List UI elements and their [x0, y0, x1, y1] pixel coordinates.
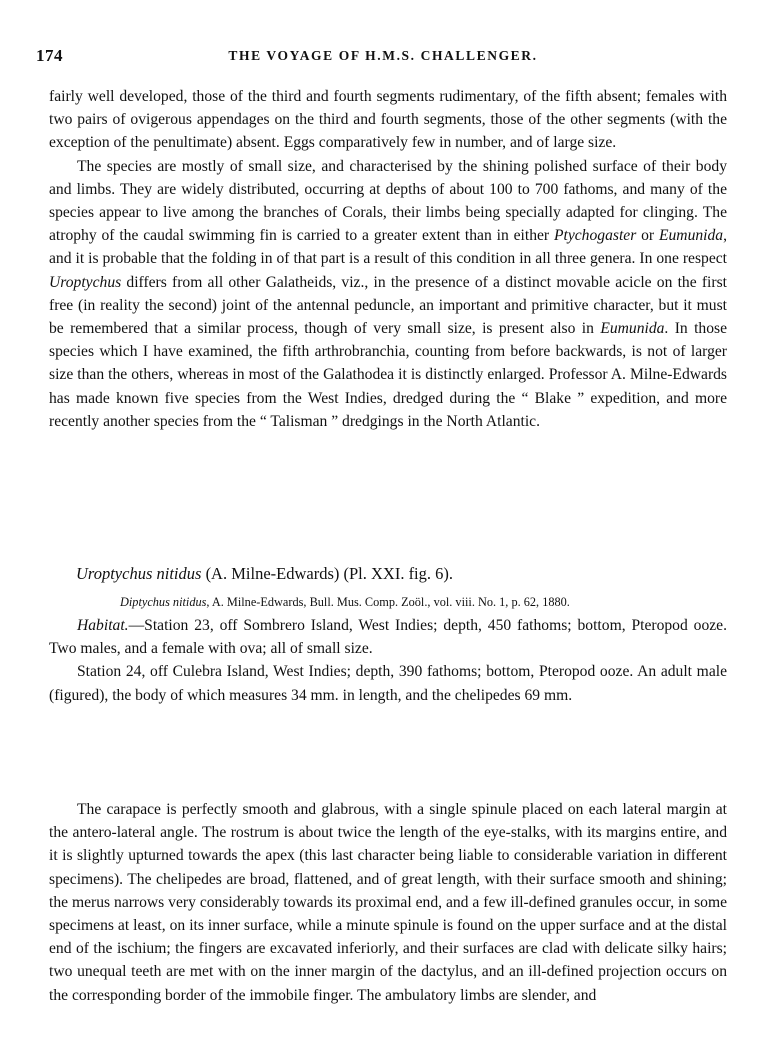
text-run: —Station 23, off Sombrero Island, West Indies; depth, 450 fathoms; bottom, Pteropod ooze. Two males, and a female with ova; all of small size. — [49, 617, 727, 658]
description-section — [49, 798, 727, 1007]
text-run: , and it is probable that the folding in of that part is a result of this condition in all three genera. In one respect — [49, 227, 727, 268]
species-name: Uroptychus nitidus — [76, 564, 202, 583]
running-title: THE VOYAGE OF H.M.S. CHALLENGER. — [228, 48, 538, 63]
page-header — [36, 46, 730, 70]
intro-paragraph-2 — [49, 155, 727, 433]
genus-name: Eumunida — [658, 227, 724, 245]
habitat-section — [49, 614, 727, 707]
habitat-label: Habitat. — [77, 617, 129, 634]
synonymy-line — [120, 593, 730, 611]
text-run: . In those species which I have examined, the fifth arthrobranchia, counting from before backwards, is not of larger size than the others, whereas in most of the Galathodea it is distinctly enlarged. Professor A. Milne-Edwards has made known five species from the West Indies, dredged during the “ Blake ” expedition, and more recently another species from the “ Talisman ” dredgings in the North Atlantic. — [49, 320, 727, 430]
text-run: or — [636, 227, 659, 245]
habitat-station-23 — [49, 614, 727, 660]
genus-name: Ptychogaster — [553, 227, 637, 245]
habitat-station-24: Station 24, off Culebra Island, West Indies; depth, 390 fathoms; bottom, Pteropod ooze. An adult male (figured), the body of which measures 34 mm. in length, and the chelipedes 69 mm. — [49, 663, 727, 704]
species-authority: (A. Milne-Edwards) (Pl. XXI. fig. 6). — [201, 564, 454, 583]
text-run: The species are mostly of small size, and characterised by the shining polished surface of their body and limbs. They are widely distributed, occurring at depths of about 100 to 700 fathoms, and many of the species appear to live among the branches of Corals, their limbs being specially adapted for clinging. The atrophy of the caudal swimming fin is carried to a greater extent than in either — [49, 157, 727, 245]
page-number: 174 — [36, 46, 63, 65]
genus-name: Eumunida — [600, 320, 665, 338]
genus-name: Uroptychus — [49, 273, 122, 291]
text-run: differs from all other Galatheids, viz., in the presence of a distinct movable acicle on the first free (in reality the second) joint of the antennal peduncle, an important and primitive character, but it must be remembered that a similar process, though of very small size, is present also in — [49, 273, 727, 338]
synonym-reference: , A. Milne-Edwards, Bull. Mus. Comp. Zoöl., vol. viii. No. 1, p. 62, 1880. — [206, 595, 570, 609]
description-paragraph: The carapace is perfectly smooth and glabrous, with a single spinule placed on each lateral margin at the antero-lateral angle. The rostrum is about twice the length of the eye-stalks, with its margins entire, and it is slightly upturned towards the apex (this last character being liable to considerable variation in different specimens). The chelipedes are broad, flattened, and of great length, with their surface smooth and shining; the merus narrows very considerably towards its proximal end, and a few ill-defined granules occur, in some specimens at least, on its inner surface, while a minute spinule is found on the upper surface and at the distal end of the ischium; the fingers are excavated inferiorly, and their surfaces are clad with delicate silky hairs; two unequal teeth are met with on the inner margin of the dactylus, and an ill-defined projection occurs on the corresponding border of the immobile finger. The ambulatory limbs are slender, and — [49, 801, 727, 1004]
intro-section — [49, 85, 727, 433]
intro-paragraph-1: fairly well developed, those of the third and fourth segments rudimentary, of the fifth absent; females with two pairs of ovigerous appendages on the third and fourth segments, those of the other segments (with the exception of the penultimate) absent. Eggs comparatively few in number, and of large size. — [49, 88, 727, 152]
synonym-name: Diptychus nitidus — [120, 595, 207, 609]
species-heading — [76, 563, 716, 585]
